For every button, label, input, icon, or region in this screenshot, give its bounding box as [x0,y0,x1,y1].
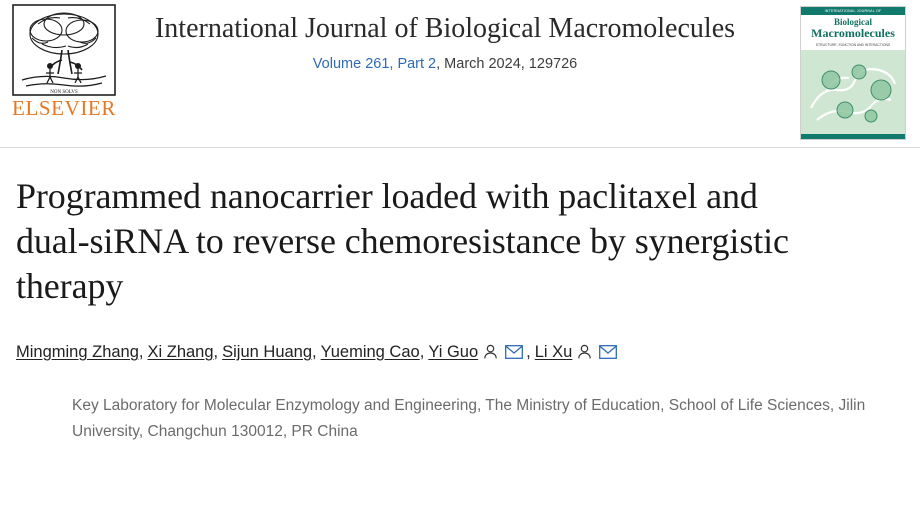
corresponding-author-email-icon[interactable] [504,342,524,362]
cover-subtitle: STRUCTURE, FUNCTION AND INTERACTIONS [815,43,891,47]
cover-name-line1: Biological [834,17,872,27]
author-link[interactable]: Xi Zhang [147,343,214,361]
author-link[interactable]: Yi Guo [428,343,479,361]
cover-name-line2: Macromolecules [811,26,895,40]
page-title: Programmed nanocarrier loaded with paclitaxel and dual-siRNA to reverse chemoresistance by synergistic therapy [16,176,789,306]
cover-footer-bar [801,134,905,140]
author-separator: , [138,343,144,361]
author-separator: , [213,343,219,361]
author-separator: , [419,343,425,361]
author-link[interactable]: Yueming Cao [320,343,420,361]
author-list [16,339,904,365]
article-block [0,148,920,445]
author-profile-icon[interactable] [574,342,594,362]
cover-top-banner: INTERNATIONAL JOURNAL OF [801,7,905,15]
cover-artwork [801,50,905,134]
affiliation-text: Key Laboratory for Molecular Enzymology and Engineering, The Ministry of Education, School of Life Sciences, Jilin University, Changchun 130012, PR China [72,397,866,440]
journal-cover-thumbnail[interactable] [800,6,906,140]
author-separator: , [312,343,317,361]
cover-molecule-illustration [801,50,905,134]
journal-header [0,0,920,148]
issue-meta [135,56,755,72]
author-link[interactable]: Mingming Zhang [16,343,139,361]
elsevier-logo[interactable] [8,4,120,128]
author-link[interactable]: Li Xu [534,343,573,361]
cover-journal-name [801,15,905,43]
author-profile-icon[interactable] [480,342,500,362]
issue-date-pages: , March 2024, 129726 [436,56,578,72]
author-link[interactable]: Sijun Huang [222,343,313,361]
volume-link[interactable]: Volume 261, Part 2 [312,56,437,72]
svg-text:NON SOLVS: NON SOLVS [50,90,78,95]
author-separator: , [526,343,531,361]
elsevier-tree-icon [12,4,116,96]
corresponding-author-email-icon[interactable] [598,342,618,362]
journal-title: International Journal of Biological Macromolecules [154,13,736,44]
journal-title-block [135,10,755,72]
elsevier-wordmark: ELSEVIER [12,96,116,120]
